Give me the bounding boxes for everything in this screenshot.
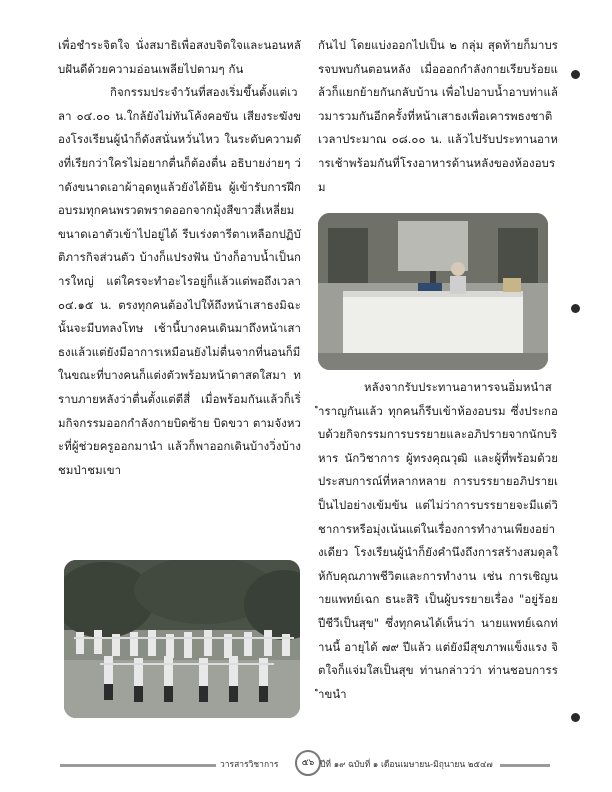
- footer-rule-right: [500, 764, 550, 767]
- hole-dot: [571, 304, 580, 313]
- right-paragraph-1: กันไป โดยแบ่งออกไปเป็น ๒ กลุ่ม สุดท้ายก็มาบรรจบพบกันตอนหลัง เมื่อออกกำลังกายเรียบร้อยแล้วก็แยกย้ายกันกลับบ้าน เพื่อไปอาบน้ำอาบท่าแล้วมารวมกันอีกครั้งที่หน้าเสาธงเพื่อเคารพธงชาติ เวลาประมาณ ๐๘.๐๐ น. แล้วไปรับประทานอาหารเช้าพร้อมกันที่โรงอาหารด้านหลังของห้องอบรม: [318, 38, 558, 194]
- left-paragraph-2: กิจกรรมประจำวันที่สองเริ่มขึ้นตั้งแต่เวลา ๐๔.๐๐ น.ใกล้ยังไม่ทันโค้งคอขัน เสียงระฆังของโรงเรียนผู้นำก็ดังสนั่นหวั่นไหว ในระดับความดังที่เรียกว่าใครไม่อยากตื่นก็ต้องตื่น อธิบายง่ายๆ ว่าดังขนาดเอาผ้าอุดหูแล้วยังได้ยิน ผู้เข้ารับการฝึกอบรมทุกคนพรวดพราดออกจากมุ้งสีขาวสี่เหลี่ยมขนาดเอาตัวเข้าไปอยู่ได้ รีบเร่งตารีตาเหลือกปฏิบัติภารกิจส่วนตัว บ้างก็แปรงฟัน บ้างก็อาบน้ำเป็นการใหญ่ แต่ใครจะทำอะไรอยู่ก็แล้วแต่พอถึงเวลา ๐๔.๑๕ น. ตรงทุกคนต้องไปให้ถึงหน้าเสาธงมิฉะนั้นจะมีบทลงโทษ เช้านี้บางคนเดินมาถึงหน้าเสาธงแล้วแต่ยังมีอาการเหมือนยังไม่ตื่นจากที่นอนก็มี ในขณะที่บางคนก็แต่งตัวพร้อมหน้าตาสดใสมา ทราบภายหลังว่าตื่นตั้งแต่ตีสี่ เมื่อพร้อมกันแล้วก็เริ่มกิจกรรมออกกำลังกายบิดซ้าย บิดขวา ตามจังหวะที่ผู้ช่วยครูออกมานำ แล้วก็พาออกเดินบ้างวิ่งบ้างชมป่าชมเขา: [58, 85, 301, 477]
- right-paragraph-2: หลังจากรับประทานอาหารจนอิ่มหนำสำราญกันแล้ว ทุกคนก็รีบเข้าห้องอบรม ซึ่งประกอบด้วยกิจกรรมการบรรยายและอภิปรายจากนักบริหาร นักวิชาการ ผู้ทรงคุณวุฒิ และผู้ที่พร้อมด้วยประสบการณ์ที่หลากหลาย การบรรยายอภิปรายเป็นไปอย่างเข้มข้น แต่ไม่ว่าการบรรยายจะมีแต่วิชาการหรือมุ่งเน้นแต่ในเรื่องการทำงานเพียงอย่างเดียว โรงเรียนผู้นำก็ยังคำนึงถึงการสร้างสมดุลให้กับคุณภาพชีวิตและการทำงาน เช่น การเชิญนายแพทย์เฉก ธนะสิริ เป็นผู้บรรยายเรื่อง "อยู่ร้อยปีชีวีเป็นสุข" ซึ่งทุกคนได้เห็นว่า นายแพทย์เฉกท่านนี้ อายุได้ ๗๙ ปีแล้ว แต่ยังมีสุขภาพแข็งแรง จิตใจก็แจ่มใสเป็นสุข ท่านกล่าวว่า ท่านชอบการรำขนำ: [318, 380, 558, 701]
- left-column: [58, 34, 301, 482]
- hole-dot: [571, 713, 580, 722]
- lecture-photo: [318, 213, 548, 370]
- exercise-photo: [64, 560, 300, 718]
- page-footer: [60, 754, 550, 776]
- hole-dot: [571, 70, 580, 79]
- issue-info: ปีที่ ๑๙ ฉบับที่ ๑ เดือนเมษายน-มิถุนายน ๒๕๔๗: [320, 760, 493, 770]
- right-column-bottom: [318, 376, 558, 706]
- journal-name: วารสารวิชาการ: [220, 760, 279, 770]
- left-paragraph-1: เพื่อชำระจิตใจ นั่งสมาธิเพื่อสงบจิตใจและนอนหลับฝันดีด้วยความอ่อนเพลียไปตามๆ กัน: [58, 38, 301, 76]
- footer-rule-left: [60, 764, 216, 767]
- page-number: ๕๖: [295, 750, 321, 776]
- right-column-top: [318, 34, 558, 199]
